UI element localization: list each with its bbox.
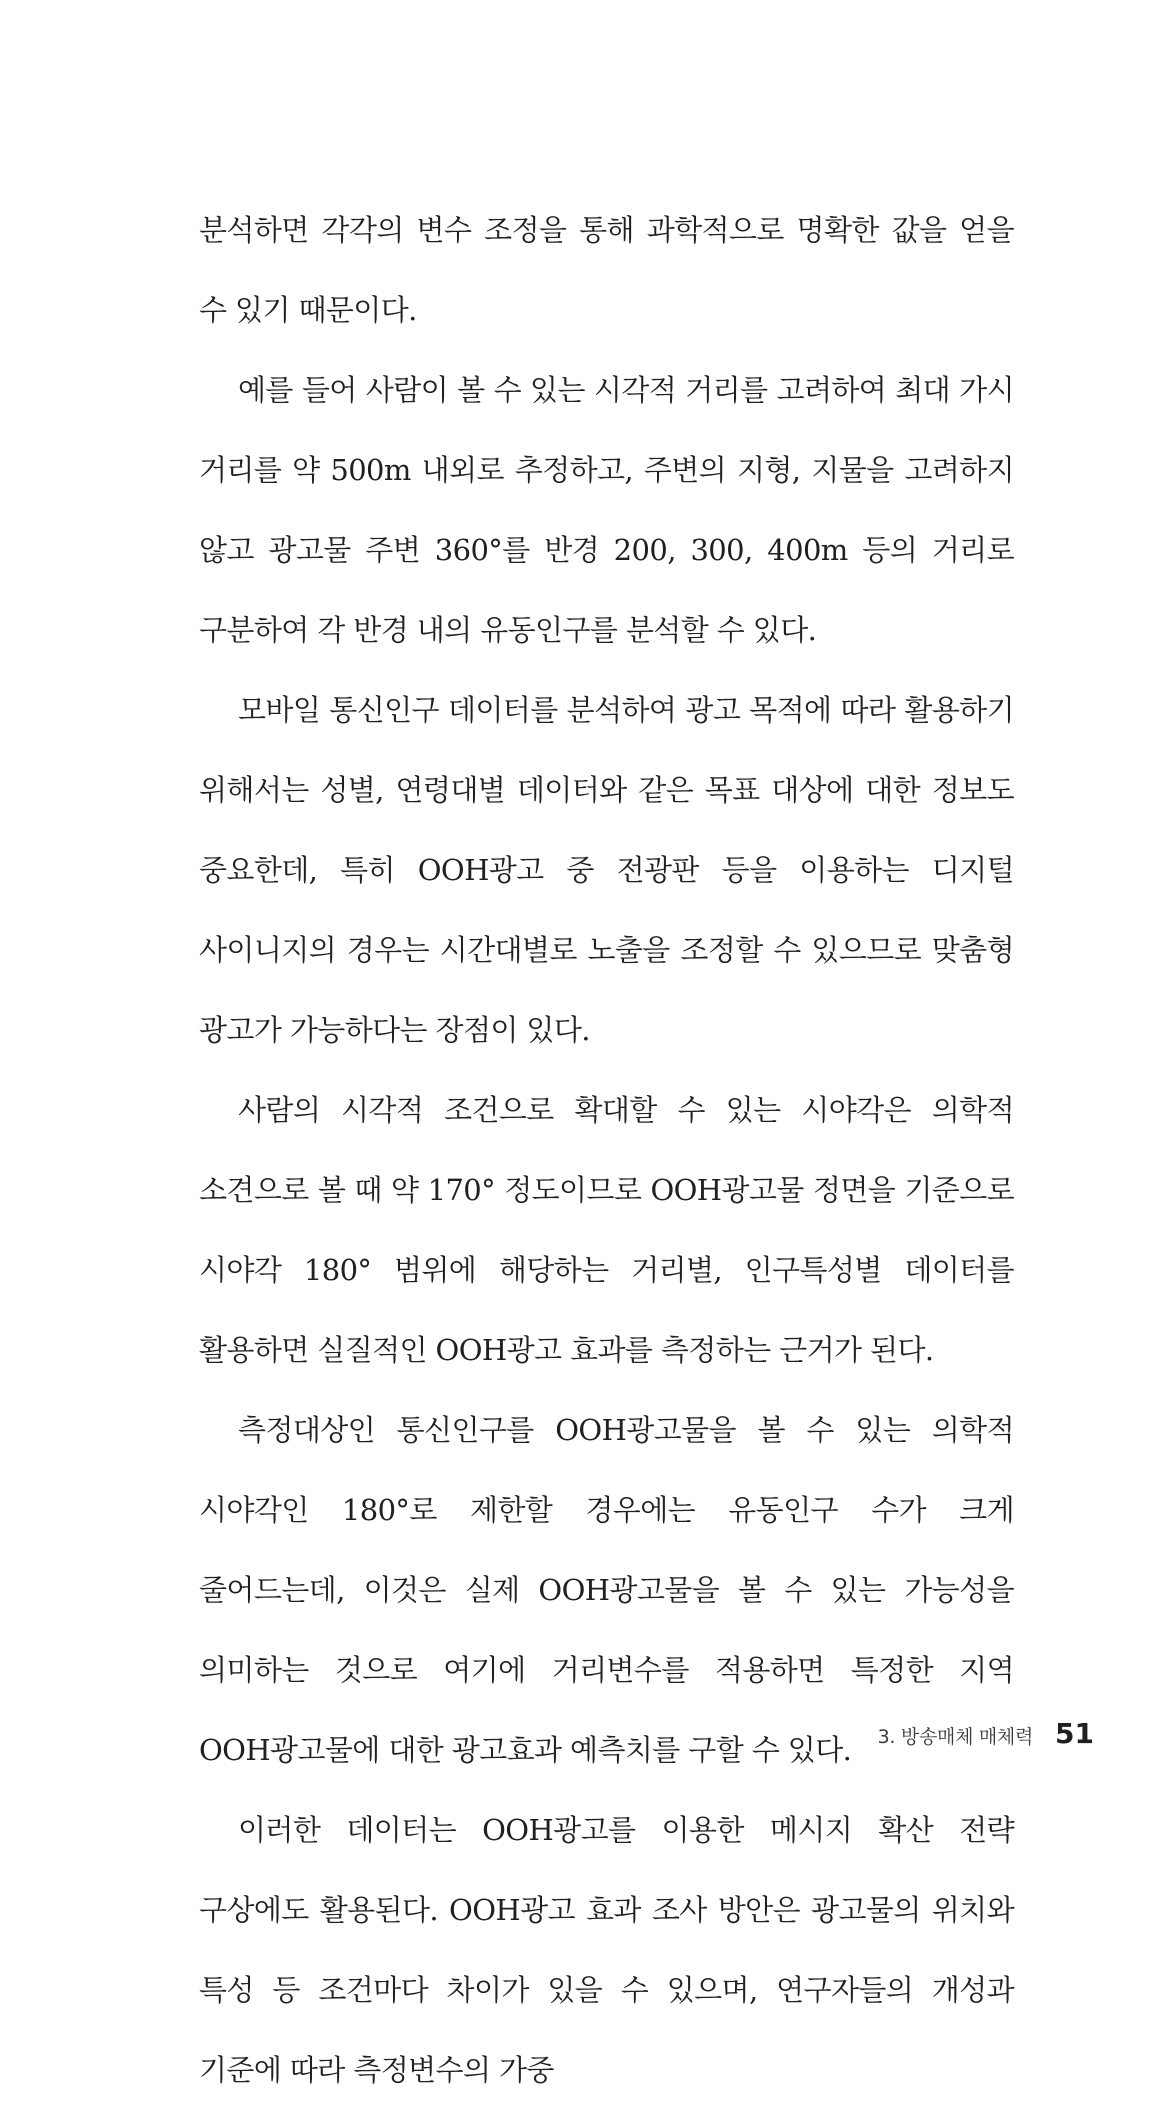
- paragraph: 이러한 데이터는 OOH광고를 이용한 메시지 확산 전략 구상에도 활용된다. OOH광고 효과 조사 방안은 광고물의 위치와 특성 등 조건마다 차이가 있을 수 있으며, 연구자들의 개성과 기준에 따라 측정변수의 가중: [199, 1813, 1014, 2087]
- paragraph: 측정대상인 통신인구를 OOH광고물을 볼 수 있는 의학적 시야각인 180°로 제한할 경우에는 유동인구 수가 크게 줄어드는데, 이것은 실제 OOH광고물을 볼 수 있는 가능성을 의미하는 것으로 여기에 거리변수를 적용하면 특정한 지역 OOH광고물에 대한 광고효과 예측치를 구할 수 있다.: [199, 1413, 1014, 1767]
- paragraph: 사람의 시각적 조건으로 확대할 수 있는 시야각은 의학적 소견으로 볼 때 약 170° 정도이므로 OOH광고물 정면을 기준으로 시야각 180° 범위에 해당하는 거리별, 인구특성별 데이터를 활용하면 실질적인 OOH광고 효과를 측정하는 근거가 된다.: [199, 1093, 1014, 1367]
- paragraph-continued: 분석하면 각각의 변수 조정을 통해 과학적으로 명확한 값을 얻을 수 있기 때문이다.: [199, 213, 1014, 327]
- paragraph: 예를 들어 사람이 볼 수 있는 시각적 거리를 고려하여 최대 가시 거리를 약 500m 내외로 추정하고, 주변의 지형, 지물을 고려하지 않고 광고물 주변 360°를 반경 200, 300, 400m 등의 거리로 구분하여 각 반경 내의 유동인구를 분석할 수 있다.: [199, 373, 1014, 647]
- page-number: 51: [1055, 1717, 1094, 1750]
- running-head: 3. 방송매체 매체력: [877, 1726, 1034, 1748]
- page-footer: [878, 1717, 1094, 1750]
- paragraph: 모바일 통신인구 데이터를 분석하여 광고 목적에 따라 활용하기 위해서는 성별, 연령대별 데이터와 같은 목표 대상에 대한 정보도 중요한데, 특히 OOH광고 중 전광판 등을 이용하는 디지털 사이니지의 경우는 시간대별로 노출을 조정할 수 있으므로 맞춤형 광고가 가능하다는 장점이 있다.: [199, 693, 1014, 1047]
- body-text: [199, 190, 1014, 2110]
